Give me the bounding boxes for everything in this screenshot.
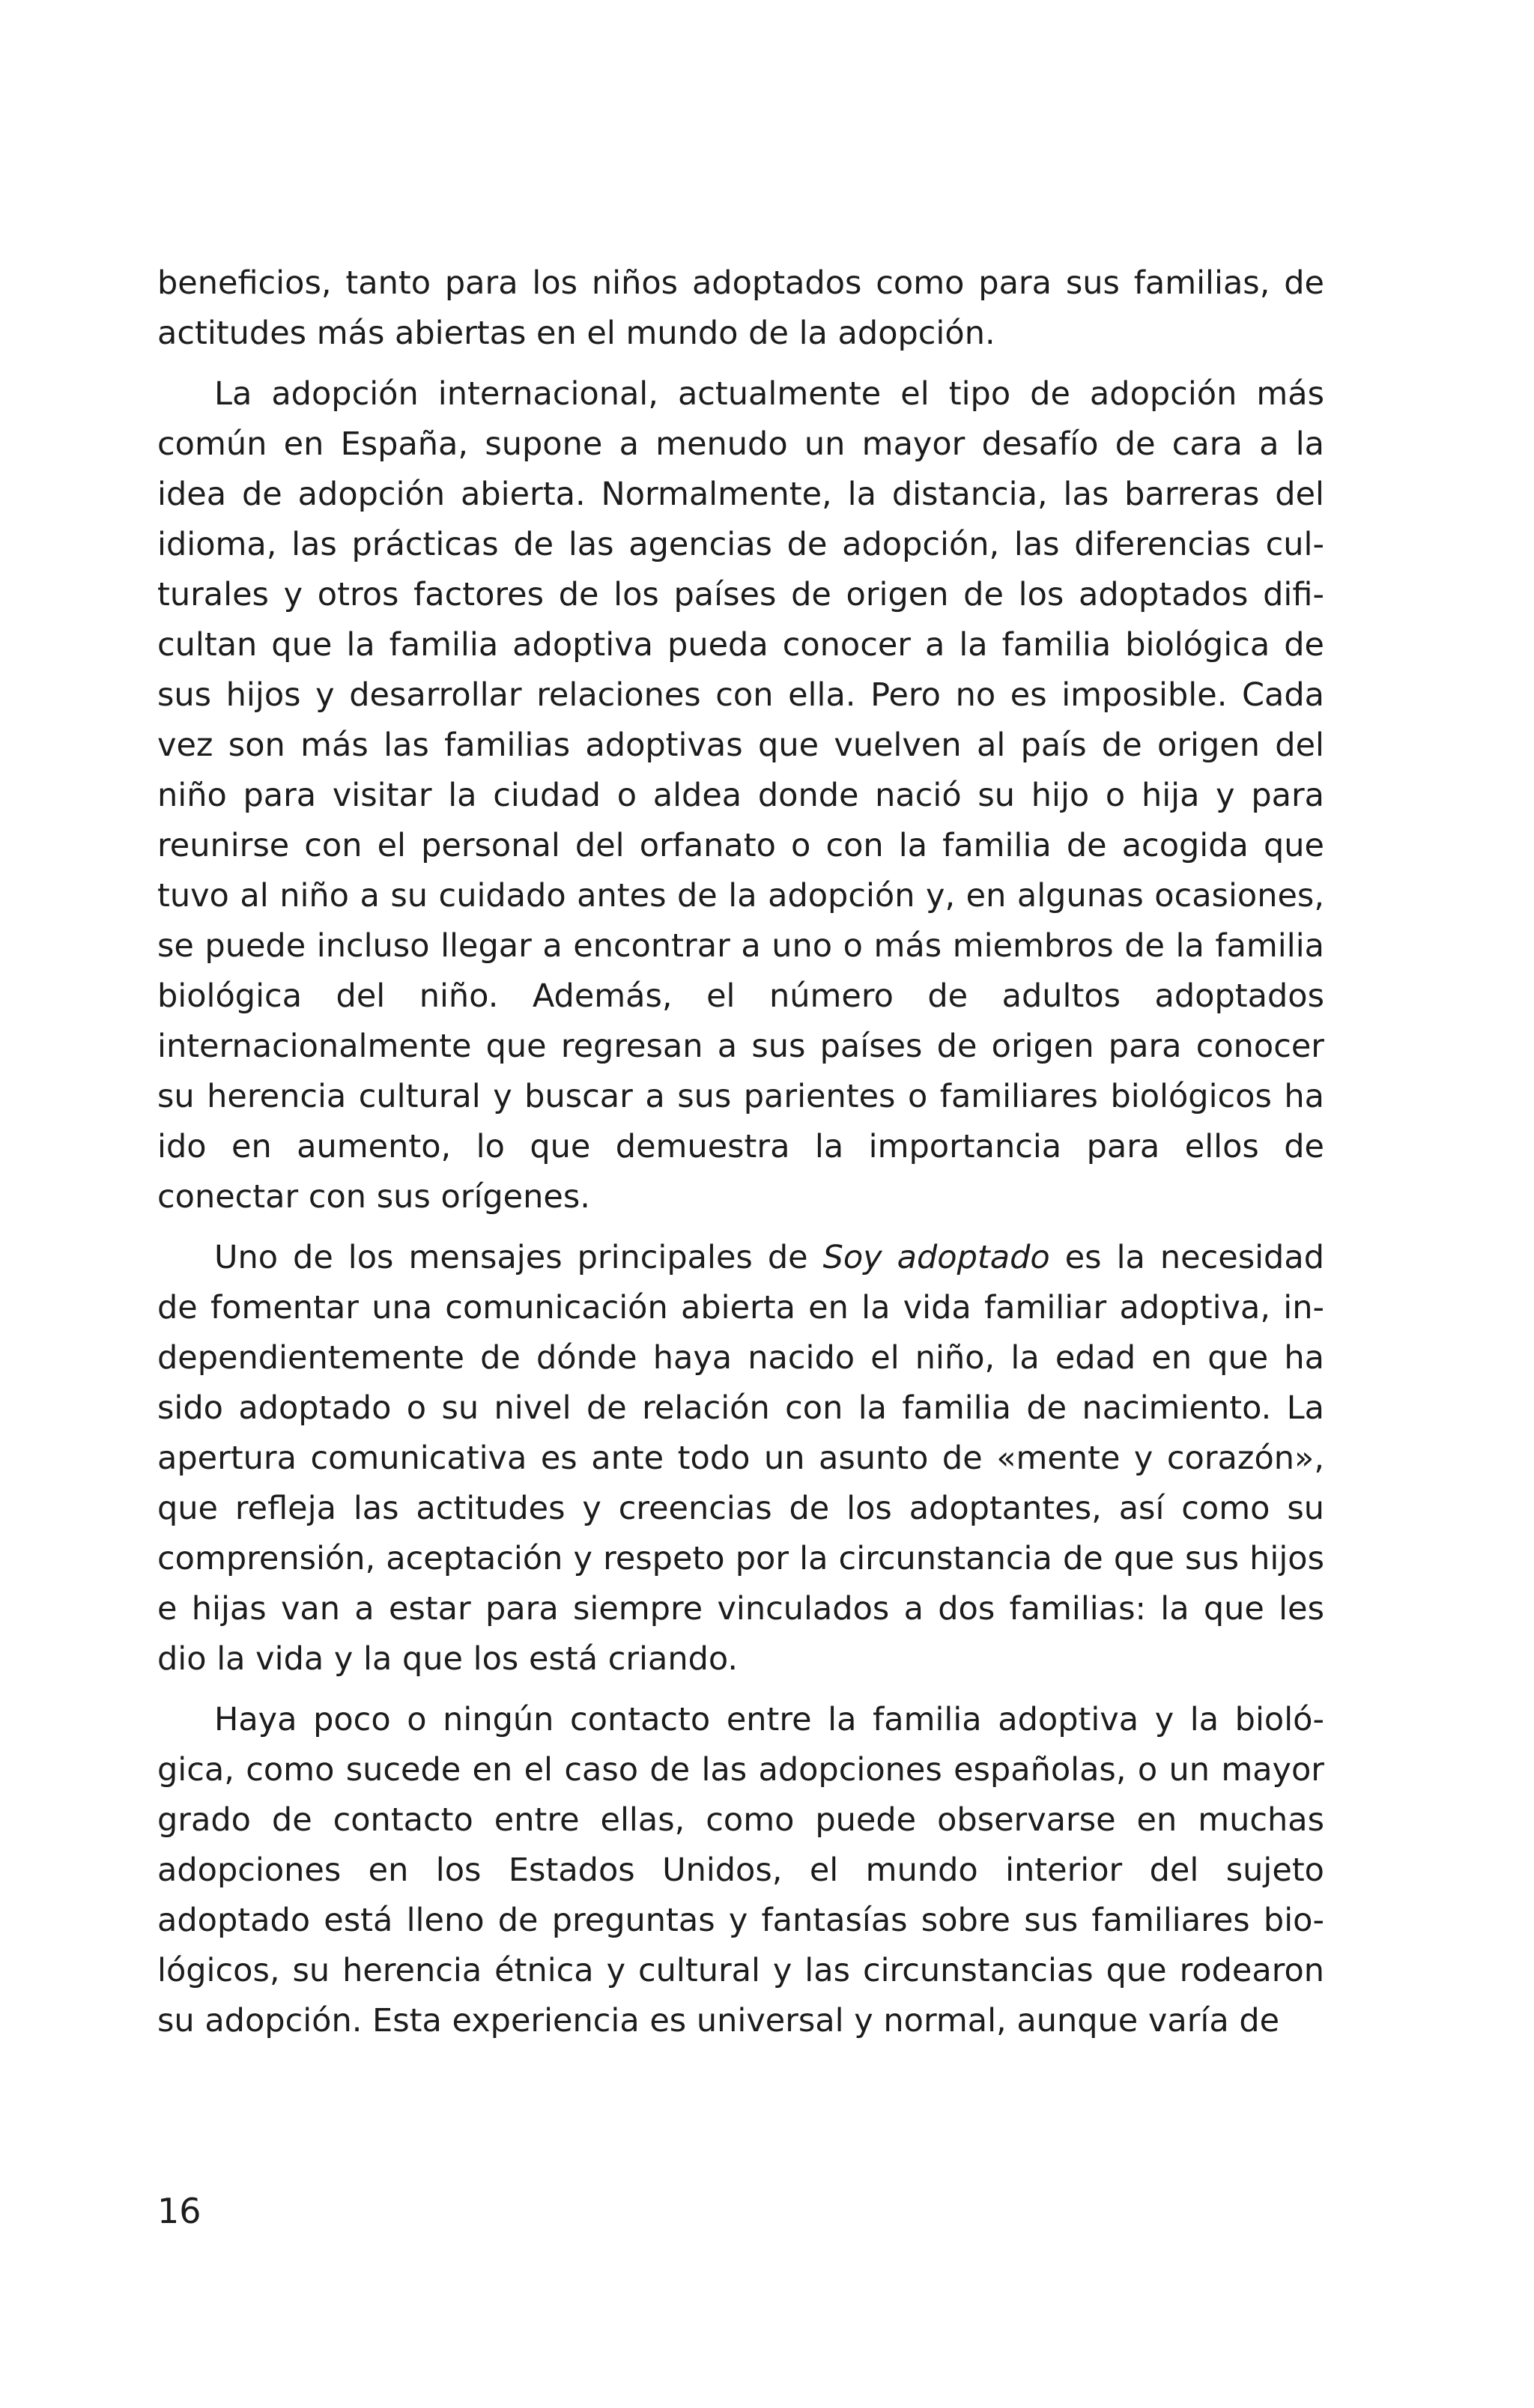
paragraph-open-communication — [157, 1233, 1324, 1684]
book-title: Soy adoptado — [822, 1239, 1050, 1276]
paragraph-text-before-title: Uno de los mensajes principales de — [214, 1239, 823, 1276]
page-number: 16 — [157, 2191, 201, 2231]
page-body — [157, 258, 1324, 2057]
paragraph-international-adoption: La adopción internacional, actualmente el tipo de adopción más común en España, supone a menudo un mayor desafío de cara a la idea de adopción abierta. Normalmente, la distancia, las barreras del idioma, las prácticas de las agencias de adopción, las diferencias culturales y otros factores de los países de origen de los adoptados dificultan que la familia adoptiva pueda conocer a la familia biológica de sus hijos y desarrollar relaciones con ella. Pero no es imposible. Cada vez son más las familias adoptivas que vuelven al país de origen del niño para visitar la ciudad o aldea donde nació su hijo o hija y para reunirse con el personal del orfanato o con la familia de acogida que tuvo al niño a su cuidado antes de la adopción y, en algunas ocasiones, se puede incluso llegar a encontrar a uno o más miembros de la familia biológica del niño. Además, el número de adultos adoptados internacionalmente que regresan a sus países de origen para conocer su herencia cultural y buscar a sus parientes o familiares biológicos ha ido en aumento, lo que demuestra la importancia para ellos de conectar con sus orígenes. — [157, 375, 1324, 1216]
paragraph-inner-world: Haya poco o ningún contacto entre la familia adoptiva y la biológica, como sucede en el caso de las adopciones españolas, o un mayor grado de contacto entre ellas, como puede observarse en muchas adopciones en los Estados Unidos, el mundo interior del sujeto adoptado está lleno de preguntas y fantasías sobre sus familiares biológicos, su herencia étnica y cultural y las circunstancias que rodearon su adopción. Esta experiencia es universal y normal, aunque varía de — [157, 1701, 1324, 2039]
paragraph-text-after-title: es la necesidad de fomentar una comunicación abierta en la vida familiar adoptiva, independientemente de dónde haya nacido el niño, la edad en que ha sido adoptado o su nivel de relación con la familia de nacimiento. La apertura comunicativa es ante todo un asunto de «mente y corazón», que refleja las actitudes y creencias de los adoptantes, así como su comprensión, aceptación y respeto por la circunstancia de que sus hijos e hijas van a estar para siempre vinculados a dos familias: la que les dio la vida y la que los está criando. — [157, 1239, 1324, 1678]
paragraph-continuation: beneficios, tanto para los niños adoptados como para sus familias, de actitudes más abiertas en el mundo de la adopción. — [157, 264, 1324, 352]
